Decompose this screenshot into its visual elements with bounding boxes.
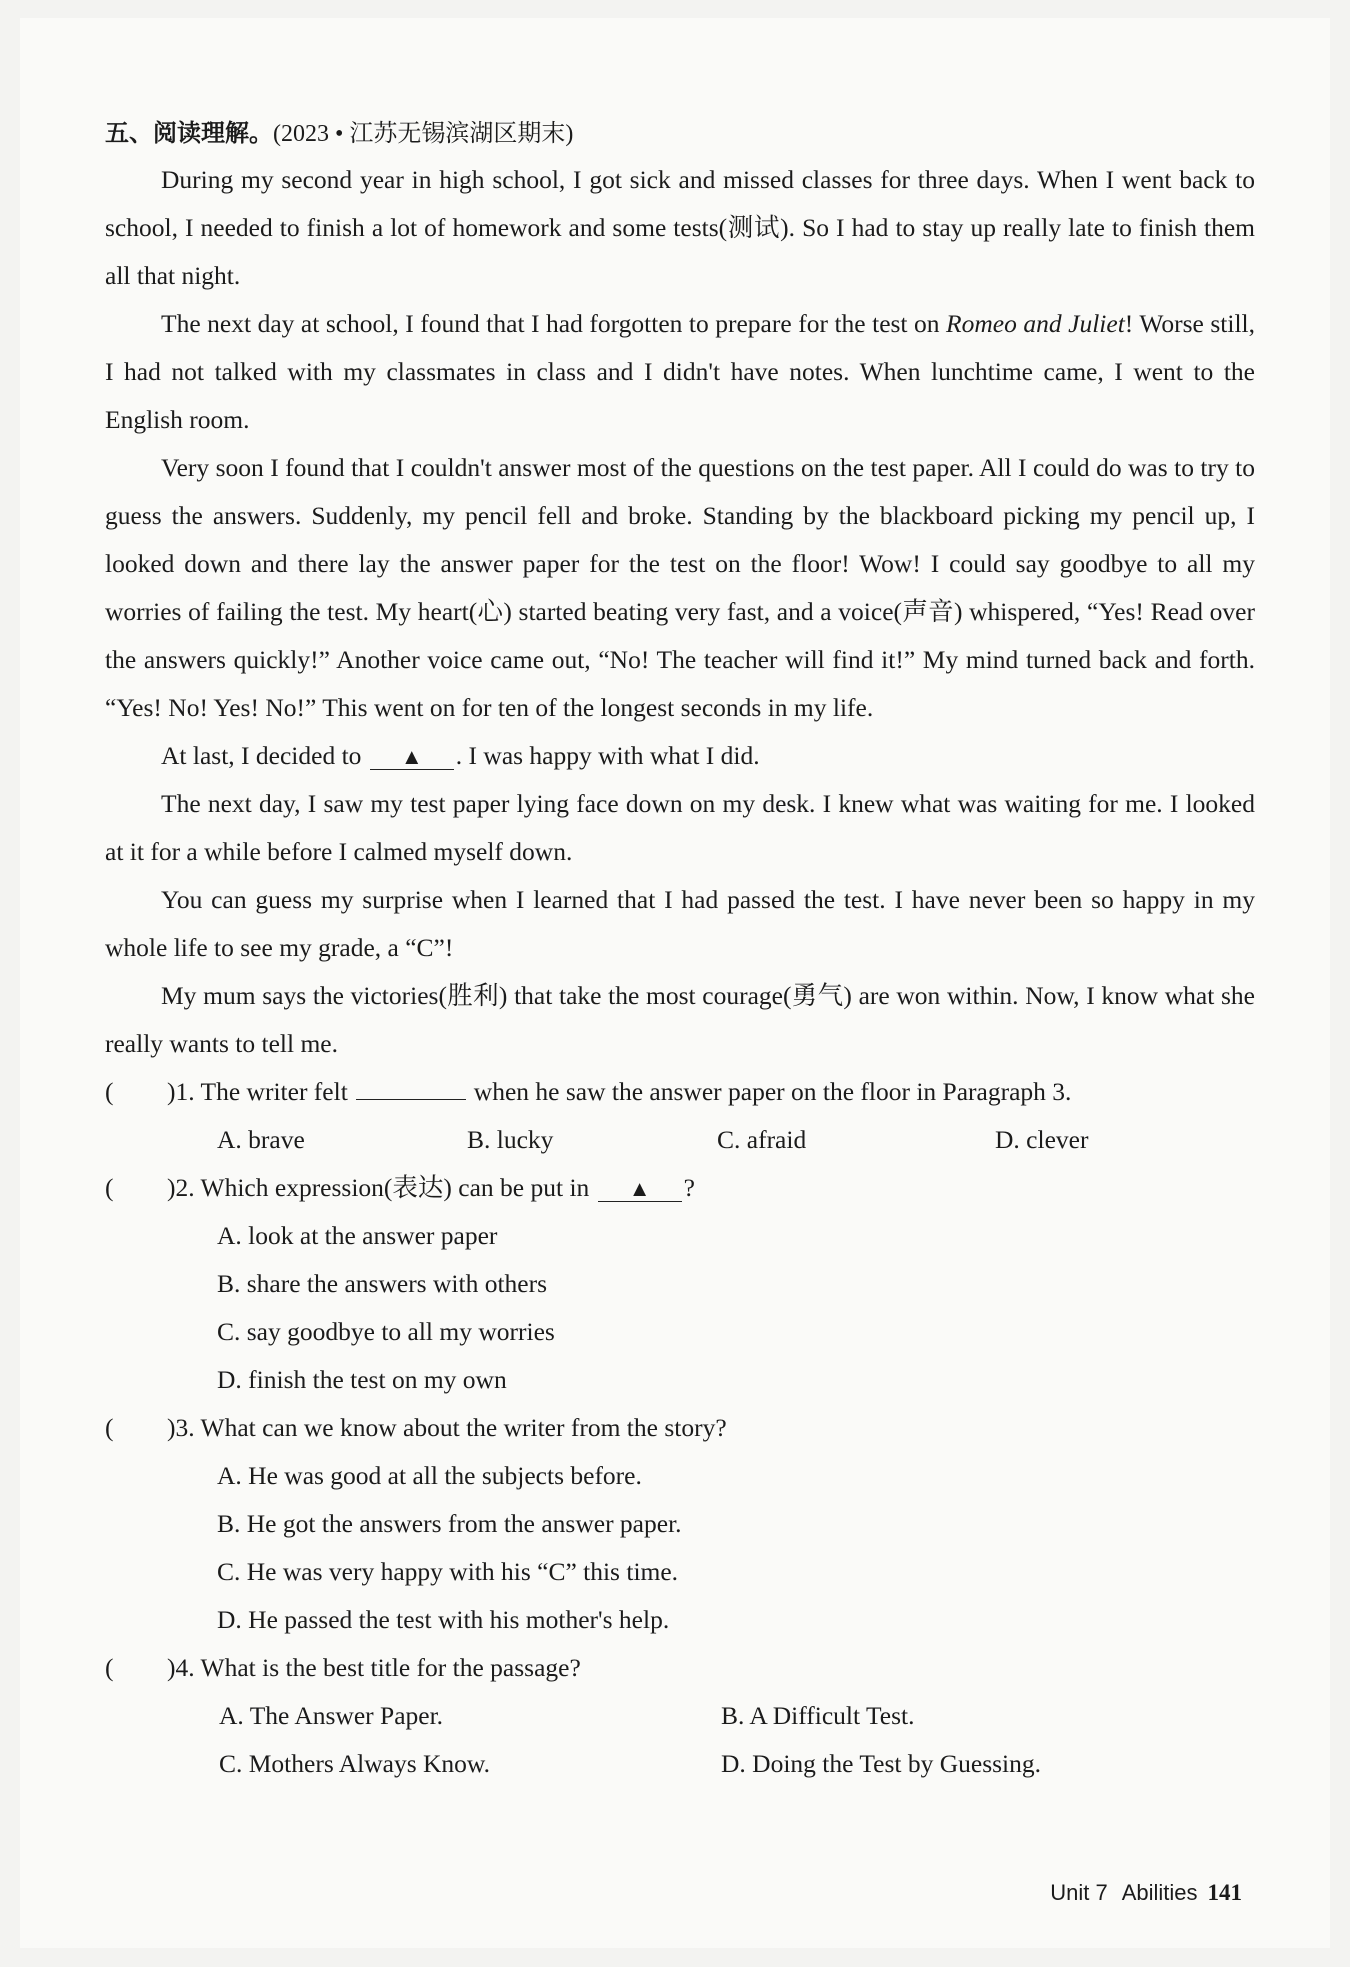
option-b: B. He got the answers from the answer paper.: [217, 1509, 682, 1538]
answer-blank: ▲: [370, 745, 454, 770]
passage-paragraph-4: At last, I decided to ▲ . I was happy with what I did.: [161, 741, 760, 770]
passage-paragraph-5: The next day, I saw my test paper lying face down on my desk. I knew what was waiting for me. I looked at it for a while before I calmed myself down.: [105, 789, 1255, 866]
page-number: 141: [1207, 1880, 1242, 1905]
option-b: B. lucky: [467, 1125, 554, 1154]
section-source: (2023 • 江苏无锡滨湖区期末): [273, 121, 574, 147]
option-b: B. A Difficult Test.: [721, 1701, 915, 1730]
section-heading: [105, 110, 1255, 156]
question-3: ( )3. What can we know about the writer from the story?: [105, 1404, 1255, 1452]
passage-paragraph-2: The next day at school, I found that I had forgotten to prepare for the test on Romeo and Juliet! Worse still, I had not talked with my classmates in class and I didn't have notes. When lunchtime came, I went to the English room.: [105, 309, 1255, 434]
option-a: A. He was good at all the subjects before.: [217, 1461, 642, 1490]
answer-bracket[interactable]: (: [105, 1653, 114, 1682]
passage-paragraph-7: My mum says the victories(胜利) that take the most courage(勇气) are won within. Now, I know what she really wants to tell me.: [105, 981, 1255, 1058]
option-d: D. finish the test on my own: [217, 1365, 507, 1394]
option-c: C. say goodbye to all my worries: [217, 1317, 555, 1346]
option-c: C. Mothers Always Know.: [219, 1749, 491, 1778]
option-d: D. He passed the test with his mother's help.: [217, 1605, 670, 1634]
fill-blank: [356, 1077, 466, 1100]
page-footer: [1050, 1878, 1242, 1908]
passage-paragraph-3: Very soon I found that I couldn't answer most of the questions on the test paper. All I could do was to try to guess the answers. Suddenly, my pencil fell and broke. Standing by the blackboard picking my pencil up, I looked down and there lay the answer paper for the test on the floor! Wow! I could say goodbye to all my worries of failing the test. My heart(心) started beating very fast, and a voice(声音) whispered, “Yes! Read over the answers quickly!” Another voice came out, “No! The teacher will find it!” My mind turned back and forth. “Yes! No! Yes! No!” This went on for ten of the longest seconds in my life.: [105, 453, 1255, 722]
passage-paragraph-1: During my second year in high school, I got sick and missed classes for three days. When I went back to school, I needed to finish a lot of homework and some tests(测试). So I had to stay up really late to finish them all that night.: [105, 165, 1255, 290]
option-c: C. afraid: [717, 1125, 807, 1154]
reading-section: [105, 110, 1255, 1788]
option-a: A. brave: [217, 1125, 305, 1154]
answer-bracket[interactable]: (: [105, 1413, 114, 1442]
unit-title: Abilities: [1121, 1880, 1198, 1905]
section-label: 五、阅读理解。: [105, 119, 273, 147]
option-c: C. He was very happy with his “C” this time.: [217, 1557, 679, 1586]
unit-label: Unit 7: [1050, 1880, 1108, 1905]
answer-bracket[interactable]: (: [105, 1077, 114, 1106]
option-b: B. share the answers with others: [217, 1269, 548, 1298]
answer-blank: ▲: [598, 1177, 682, 1202]
option-a: A. look at the answer paper: [217, 1221, 498, 1250]
passage-paragraph-6: You can guess my surprise when I learned that I had passed the test. I have never been so happy in my whole life to see my grade, a “C”!: [105, 885, 1255, 962]
answer-bracket[interactable]: (: [105, 1173, 114, 1202]
option-a: A. The Answer Paper.: [219, 1701, 444, 1730]
question-1-options: [105, 1116, 1255, 1164]
question-4-options-row-2: [105, 1740, 1255, 1788]
page: [20, 18, 1330, 1948]
option-d: D. clever: [995, 1125, 1089, 1154]
option-d: D. Doing the Test by Guessing.: [721, 1749, 1042, 1778]
question-4: ( )4. What is the best title for the passage?: [105, 1644, 1255, 1692]
question-1: ( )1. The writer felt when he saw the answer paper on the floor in Paragraph 3.: [105, 1068, 1255, 1116]
question-4-options-row-1: [105, 1692, 1255, 1740]
book-title: Romeo and Juliet: [946, 309, 1125, 338]
question-2: ( )2. Which expression(表达) can be put in ▲ ?: [105, 1164, 1255, 1212]
